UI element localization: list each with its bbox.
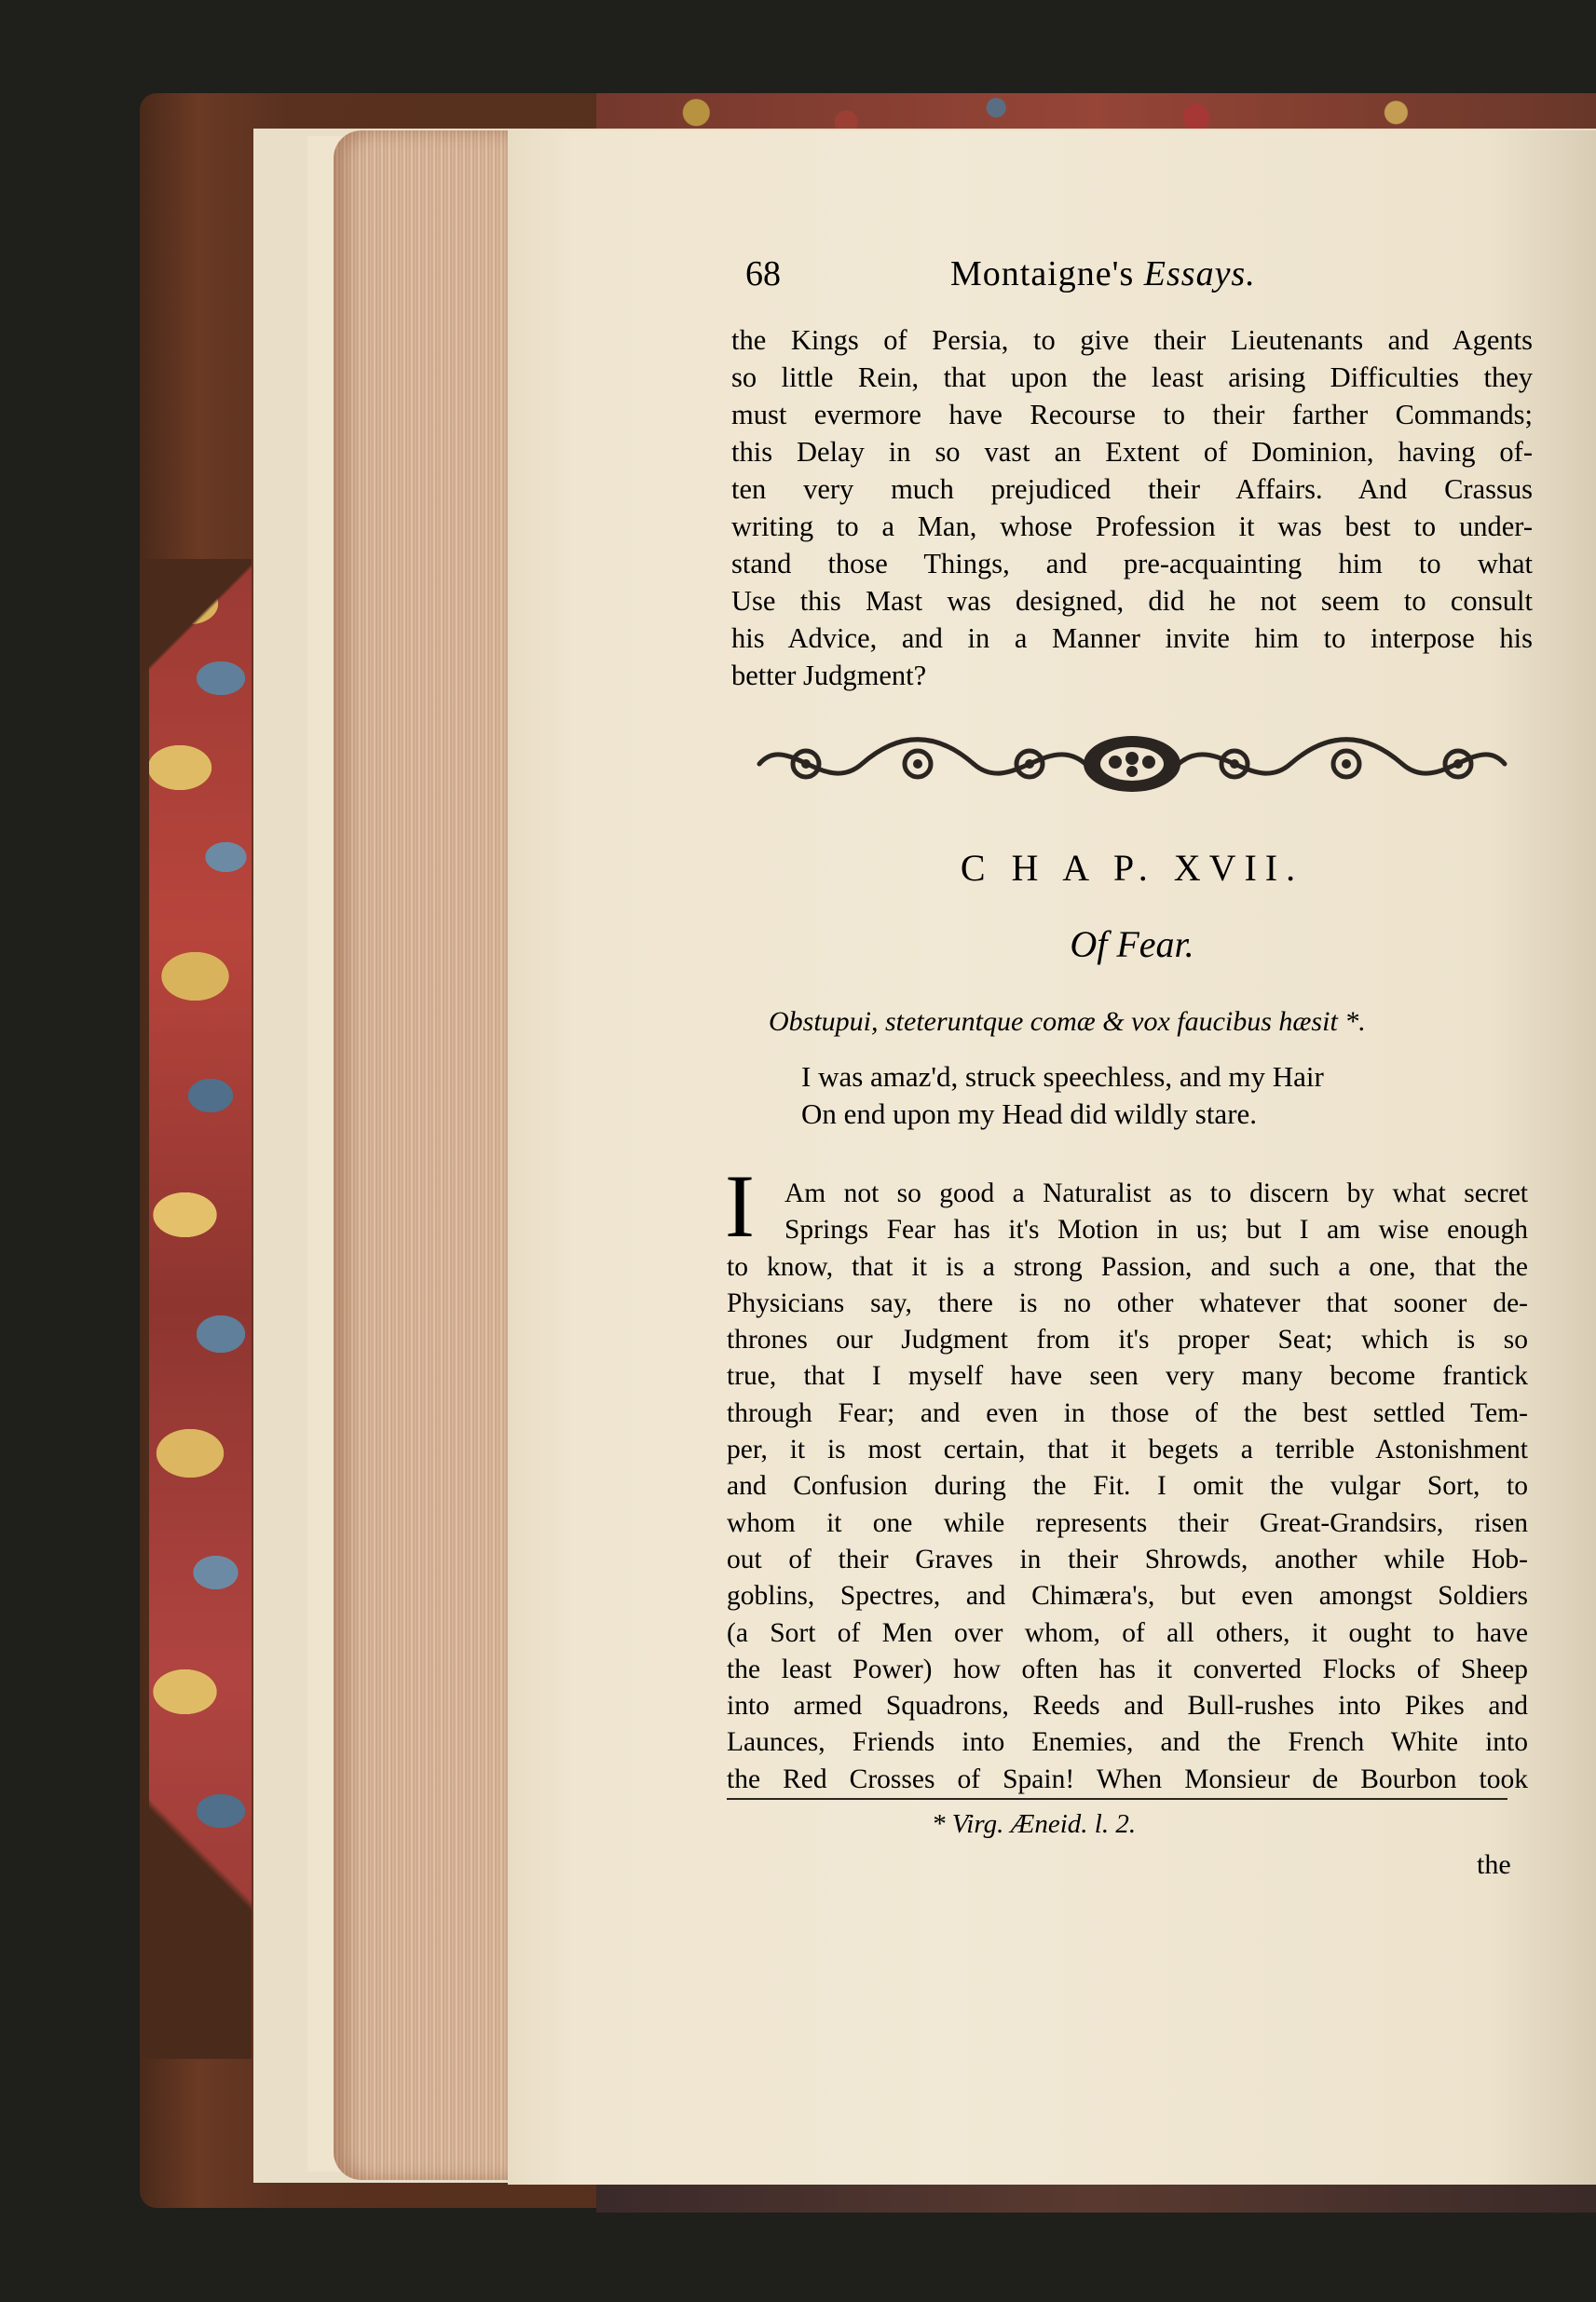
page-fore-edge [334, 130, 511, 2180]
text-line: writing to a Man, whose Profession it was best to under- [731, 511, 1533, 542]
text-line: the Red Crosses of Spain! When Monsieur de Bourbon took [727, 1764, 1528, 1794]
running-head-name: Montaigne's [950, 254, 1135, 293]
epigraph-latin: Obstupui, steteruntque comæ & vox faucibus hæsit *. [769, 1006, 1366, 1037]
text-line: must evermore have Recourse to their farther Commands; [731, 399, 1533, 430]
epigraph-translation [801, 1058, 1528, 1133]
text-line: Springs Fear has it's Motion in us; but I am wise enough [784, 1215, 1528, 1246]
text-line: Physicians say, there is no other whatever that sooner de- [727, 1287, 1528, 1318]
leather-corner-bottom [140, 1630, 252, 2059]
running-head-title: Essays. [1143, 254, 1256, 293]
text-line: better Judgment? [731, 660, 927, 691]
footnote-rule [727, 1798, 1507, 1800]
text-line: his Advice, and in a Manner invite him to interpose his [731, 622, 1533, 654]
text-line: Am not so good a Naturalist as to discern by what secret [784, 1178, 1528, 1208]
chapter-body-paragraph [727, 1176, 1528, 1798]
text-line: the least Power) how often has it converted Flocks of Sheep [727, 1654, 1528, 1684]
text-line: and Confusion during the Fit. I omit the vulgar Sort, to [727, 1471, 1528, 1502]
text-line: ten very much prejudiced their Affairs. And Crassus [731, 473, 1533, 505]
text-line: true, that I myself have seen very many become frantick [727, 1361, 1528, 1392]
leather-corner-top [140, 559, 252, 689]
text-line: thrones our Judgment from it's proper Seat; which is so [727, 1325, 1528, 1355]
text-line: into armed Squadrons, Reeds and Bull-rushes into Pikes and [727, 1691, 1528, 1722]
text-line: this Delay in so vast an Extent of Dominion, having of- [731, 436, 1533, 468]
text-line: goblins, Spectres, and Chimæra's, but even amongst Soldiers [727, 1581, 1528, 1612]
text-line: to know, that it is a strong Passion, and such a one, that the [727, 1251, 1528, 1282]
text-line: per, it is most certain, that it begets a terrible Astonishment [727, 1435, 1528, 1465]
drop-cap: I [725, 1156, 755, 1256]
page-number: 68 [745, 254, 781, 293]
verse-line: On end upon my Head did wildly stare. [801, 1097, 1258, 1130]
text-line: whom it one while represents their Great-Grandsirs, risen [727, 1507, 1528, 1538]
footnote: * Virg. Æneid. l. 2. [932, 1809, 1137, 1839]
verse-line: I was amaz'd, struck speechless, and my Hair [801, 1060, 1324, 1093]
text-line: the Kings of Persia, to give their Lieutenants and Agents [731, 324, 1533, 356]
text-line: (a Sort of Men over whom, of all others, it ought to have [727, 1617, 1528, 1648]
paragraph-continued [731, 321, 1533, 694]
text-line: Launces, Friends into Enemies, and the French White into [727, 1727, 1528, 1758]
decorative-headpiece [750, 727, 1514, 801]
text-line: Use this Mast was designed, did he not seem to consult [731, 585, 1533, 617]
text-line: through Fear; and even in those of the best settled Tem- [727, 1397, 1528, 1428]
text-line: so little Rein, that upon the least arising Difficulties they [731, 361, 1533, 393]
catchword: the [1477, 1849, 1511, 1880]
chapter-number: C H A P. XVII. [960, 847, 1304, 889]
running-head [950, 253, 1256, 294]
chapter-title: Of Fear. [1070, 923, 1194, 965]
text-line: out of their Graves in their Shrowds, another while Hob- [727, 1544, 1528, 1574]
running-header [745, 253, 1547, 309]
text-line: stand those Things, and pre-acquainting him to what [731, 548, 1533, 579]
